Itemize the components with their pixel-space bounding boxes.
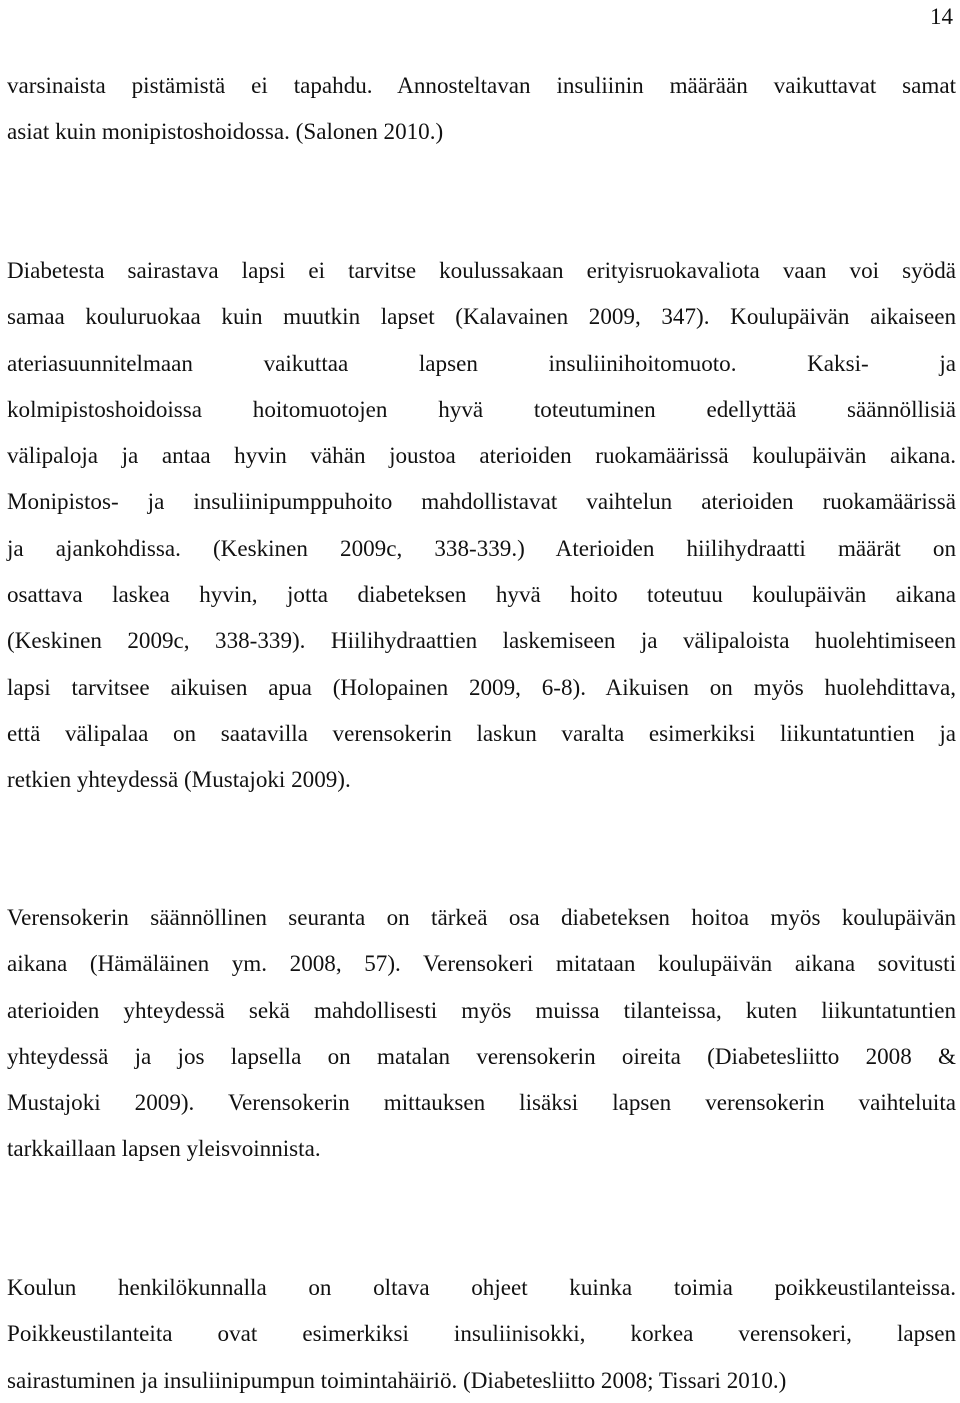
text-line: varsinaista pistämistä ei tapahdu. Annosteltavan insuliinin määrään vaikuttavat samat (7, 72, 956, 98)
paragraph-3 (7, 894, 956, 1172)
text-line: sairastuminen ja insuliinipumpun toimintahäiriö. (Diabetesliitto 2008; Tissari 2010.) (7, 1366, 787, 1393)
text-line: aterioiden yhteydessä sekä mahdollisesti myös muissa tilanteissa, kuten liikuntatuntien (7, 996, 956, 1023)
text-line: välipaloja ja antaa hyvin vähän joustoa aterioiden ruokamäärissä koulupäivän aikana. (7, 442, 956, 469)
paragraph-4 (7, 1264, 956, 1403)
text-line: yhteydessä ja jos lapsella on matalan verensokerin oireita (Diabetesliitto 2008 & (7, 1042, 956, 1069)
page-number: 14 (930, 4, 953, 29)
text-line: Monipistos- ja insuliinipumppuhoito mahdollistavat vaihtelun aterioiden ruokamäärissä (7, 488, 956, 515)
text-line: ja ajankohdissa. (Keskinen 2009c, 338-339.) Aterioiden hiilihydraatti määrät on (7, 534, 956, 561)
text-line: (Keskinen 2009c, 338-339). Hiilihydraattien laskemiseen ja välipaloista huolehtimiseen (7, 627, 956, 654)
text-line: kolmipistoshoidoissa hoitomuotojen hyvä toteutuminen edellyttää säännöllisiä (7, 395, 956, 422)
text-line: tarkkaillaan lapsen yleisvoinnista. (7, 1135, 321, 1162)
text-line: osattava laskea hyvin, jotta diabeteksen hyvä hoito toteutuu koulupäivän aikana (7, 581, 956, 608)
text-line: että välipalaa on saatavilla verensokerin laskun varalta esimerkiksi liikuntatuntien ja (7, 719, 956, 746)
text-line: Verensokerin säännöllinen seuranta on tärkeä osa diabeteksen hoitoa myös koulupäivän (7, 904, 956, 930)
text-line: Koulun henkilökunnalla on oltava ohjeet kuinka toimia poikkeustilanteissa. (7, 1274, 956, 1300)
text-line: ateriasuunnitelmaan vaikuttaa lapsen insuliinihoitomuoto. Kaksi- ja (7, 349, 956, 376)
text-line: samaa kouluruokaa kuin muutkin lapset (Kalavainen 2009, 347). Koulupäivän aikaiseen (7, 303, 956, 330)
text-line: asiat kuin monipistoshoidossa. (Salonen 2010.) (7, 118, 444, 145)
text-line: Diabetesta sairastava lapsi ei tarvitse koulussakaan erityisruokavaliota vaan voi syödä (7, 257, 956, 283)
text-line: Poikkeustilanteita ovat esimerkiksi insuliinisokki, korkea verensokeri, lapsen (7, 1320, 956, 1347)
text-line: Mustajoki 2009). Verensokerin mittauksen lisäksi lapsen verensokerin vaihteluita (7, 1089, 956, 1116)
paragraph-2 (7, 247, 956, 803)
paragraph-1 (7, 62, 956, 155)
text-line: lapsi tarvitsee aikuisen apua (Holopainen 2009, 6-8). Aikuisen on myös huolehdittava, (7, 673, 956, 700)
text-line: retkien yhteydessä (Mustajoki 2009). (7, 766, 351, 793)
text-line: aikana (Hämäläinen ym. 2008, 57). Verensokeri mitataan koulupäivän aikana sovitusti (7, 950, 956, 977)
